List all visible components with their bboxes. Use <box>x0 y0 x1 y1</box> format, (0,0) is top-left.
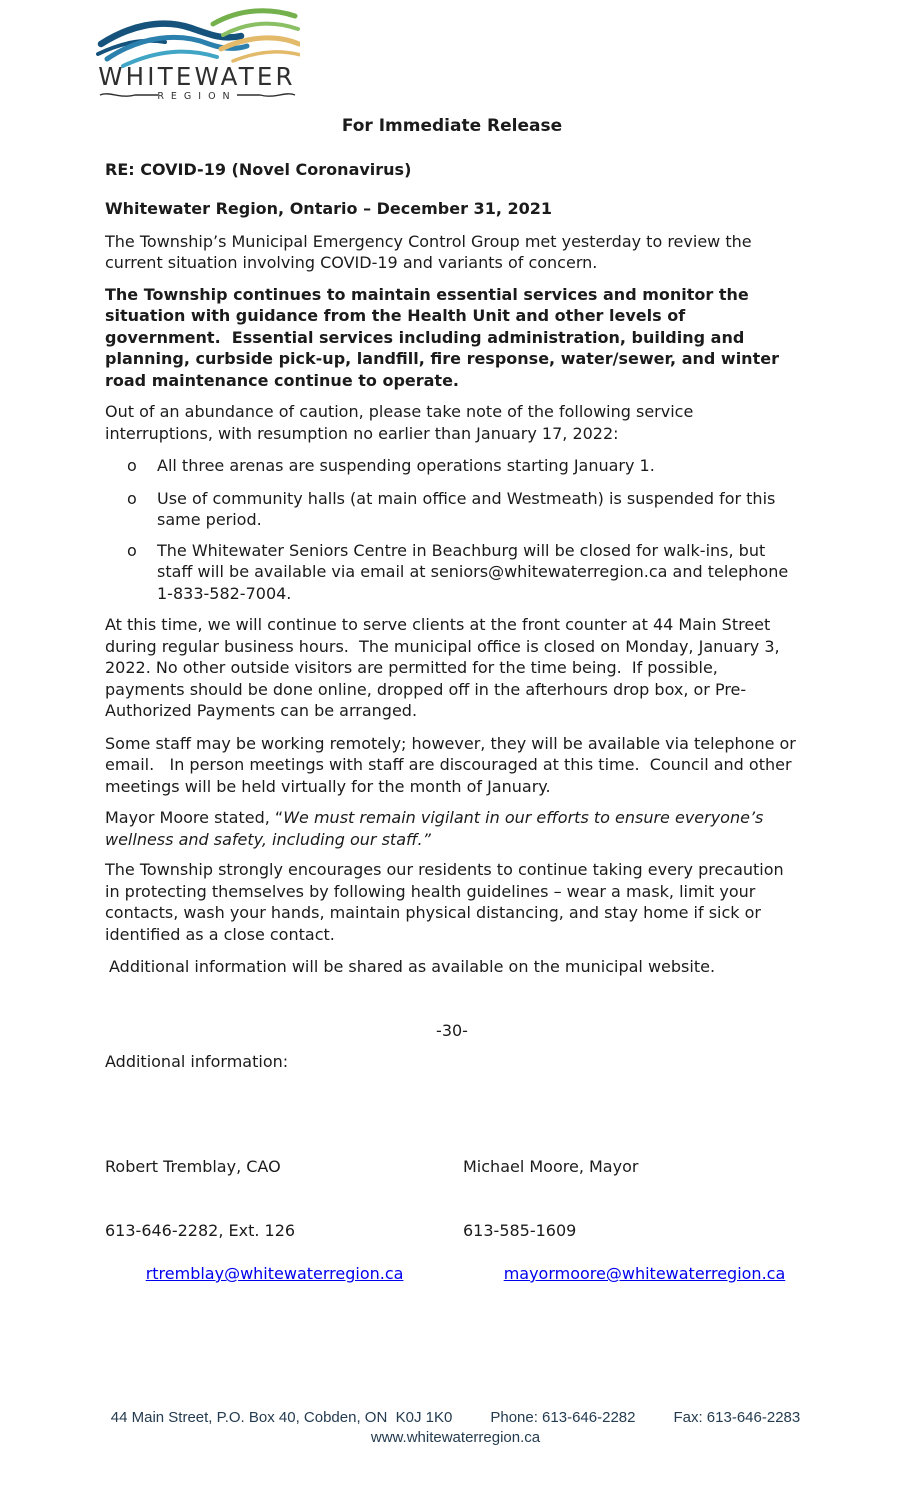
bullet-text-seniors-centre: The Whitewater Seniors Centre in Beachburg will be closed for walk-ins, but staff will be available via email at seniors@whitewaterregion.ca and telephone 1-833-582-7004. <box>157 540 794 603</box>
paragraph-front-counter: At this time, we will continue to serve clients at the front counter at 44 Main Street during regular business hours. The municipal office is closed on Monday, January 3, 2022. No other outside visitors are permitted for the time being. If possible, payments should be done online, dropped off in the afterhours drop box, or Pre-Authorized Payments can be arranged. <box>105 615 785 720</box>
list-item <box>105 455 799 477</box>
bullet-marker: o <box>127 456 137 475</box>
contact-mayor <box>463 1113 785 1307</box>
paragraph-mayor-quote <box>105 807 799 850</box>
paragraph-additional-info: Additional information will be shared as available on the municipal website. <box>109 957 716 976</box>
bullet-text-community-halls: Use of community halls (at main office and Westmeath) is suspended for this same period. <box>157 488 781 529</box>
logo-region-label: REGION <box>157 91 237 102</box>
footer-website: www.whitewaterregion.ca <box>370 1429 541 1446</box>
press-release-content <box>98 0 801 1306</box>
contact-name: Michael Moore, Mayor <box>463 1156 639 1176</box>
logo-waves-icon <box>98 11 300 66</box>
paragraph-intro: The Township’s Municipal Emergency Control Group met yesterday to review the current situation involving COVID-19 and variants of concern. <box>105 231 757 272</box>
footer-phone: Phone: 613-646-2282 <box>490 1409 636 1426</box>
contact-email-link[interactable]: rtremblay@whitewaterregion.ca <box>145 1264 404 1283</box>
whitewater-logo-icon <box>95 4 300 104</box>
list-item <box>105 488 799 531</box>
paragraph-remote-staff: Some staff may be working remotely; however, they will be available via telephone or email. In person meetings with staff are discouraged at this time. Council and other meetings will be held virtually for the month of January. <box>105 733 801 796</box>
paragraph-caution: Out of an abundance of caution, please take note of the following service interruptions, with resumption no earlier than January 17, 2022: <box>105 402 699 443</box>
contact-name: Robert Tremblay, CAO <box>105 1156 281 1176</box>
paragraph-precautions: The Township strongly encourages our residents to continue taking every precaution in protecting themselves by following health guidelines – wear a mask, limit your contacts, wash your hands, maintain physical distancing, and stay home if sick or identified as a close contact. <box>105 860 789 944</box>
quote-prefix: Mayor Moore stated, “ <box>105 808 284 827</box>
quote-italic-text: We must remain vigilant in our efforts to ensure everyone’s wellness and safety, including our staff.” <box>105 808 769 849</box>
additional-information-label: Additional information: <box>105 1052 289 1071</box>
subject-heading: RE: COVID-19 (Novel Coronavirus) <box>105 159 412 179</box>
footer-fax: Fax: 613-646-2283 <box>673 1409 801 1426</box>
contact-phone: 613-646-2282, Ext. 126 <box>105 1221 296 1240</box>
end-mark: -30- <box>436 1020 468 1040</box>
dateline-heading: Whitewater Region, Ontario – December 31, 2021 <box>105 199 552 218</box>
footer-contact-line <box>0 1408 911 1428</box>
contact-cao <box>105 1113 463 1307</box>
bullet-marker: o <box>127 540 137 560</box>
bullet-marker: o <box>127 488 137 508</box>
whitewater-region-logo <box>95 4 300 104</box>
bullet-text-arenas: All three arenas are suspending operations starting January 1. <box>157 456 655 475</box>
logo-wordmark: WHITEWATER <box>98 62 296 91</box>
page-footer <box>0 1408 911 1448</box>
contact-phone: 613-585-1609 <box>463 1221 577 1240</box>
contact-email-link[interactable]: mayormoore@whitewaterregion.ca <box>503 1264 786 1283</box>
service-interruptions-list <box>105 455 799 604</box>
footer-address: 44 Main Street, P.O. Box 40, Cobden, ON K0J 1K0 <box>110 1409 453 1426</box>
release-label: For Immediate Release <box>341 116 563 136</box>
contacts-block <box>105 1113 799 1307</box>
paragraph-essential-services: The Township continues to maintain essential services and monitor the situation with guidance from the Health Unit and other levels of government. Essential services including administration, building and planning, curbside pick-up, landfill, fire response, water/sewer, and winter road maintenance continue to operate. <box>105 284 785 390</box>
list-item <box>105 540 799 605</box>
